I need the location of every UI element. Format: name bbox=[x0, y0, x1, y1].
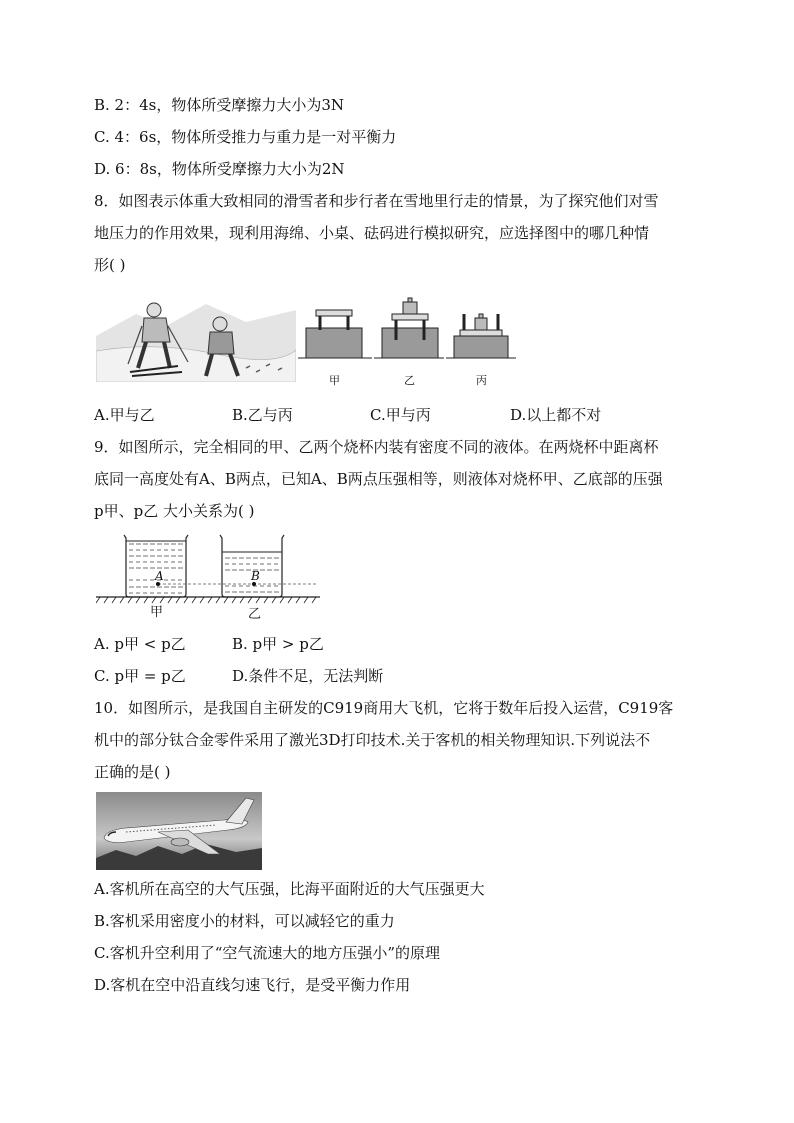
c919-airplane-photo bbox=[96, 792, 262, 870]
q9-stem-line-1: 9．如图所示，完全相同的甲、乙两个烧杯内装有密度不同的液体。在两烧杯中距离杯 bbox=[94, 438, 659, 456]
beaker-label-yi: 乙 bbox=[248, 607, 262, 622]
q9-option-c: C. p甲 = p乙 bbox=[94, 667, 186, 685]
q10-option-b: B.客机采用密度小的材料，可以减轻它的重力 bbox=[94, 912, 395, 930]
q8-option-d: D.以上都不对 bbox=[510, 406, 602, 424]
q9-option-b: B. p甲 > p乙 bbox=[232, 635, 324, 653]
q8-stem-line-1: 8．如图表示体重大致相同的滑雪者和步行者在雪地里行走的情景，为了探究他们对雪 bbox=[94, 192, 659, 210]
skier-walker-illustration bbox=[96, 296, 296, 382]
q9-stem-line-3: p甲、p乙 大小关系为( ) bbox=[94, 502, 255, 520]
fig-label-yi: 乙 bbox=[404, 374, 415, 387]
q10-stem-line-3: 正确的是( ) bbox=[94, 763, 171, 781]
q9-stem-line-2: 底同一高度处有A、B两点，已知A、B两点压强相等，则液体对烧杯甲、乙底部的压强 bbox=[94, 470, 663, 488]
q10-option-a: A.客机所在高空的大气压强，比海平面附近的大气压强更大 bbox=[94, 880, 485, 898]
q8-option-c: C.甲与丙 bbox=[370, 406, 431, 424]
two-beakers-figure bbox=[96, 530, 322, 606]
beaker-label-jia: 甲 bbox=[150, 605, 164, 620]
q8-stem-line-3: 形( ) bbox=[94, 256, 126, 274]
point-b-label: B bbox=[251, 569, 260, 583]
point-a-label: A bbox=[155, 569, 164, 583]
q10-stem-line-1: 10．如图所示，是我国自主研发的C919商用大飞机，它将于数年后投入运营，C919客 bbox=[94, 699, 674, 717]
fig-label-bing: 丙 bbox=[476, 374, 487, 387]
q10-option-c: C.客机升空利用了“空气流速大的地方压强小”的原理 bbox=[94, 944, 441, 962]
q9-option-a: A. p甲 < p乙 bbox=[94, 635, 186, 653]
q7-option-d: D. 6：8s，物体所受摩擦力大小为2N bbox=[94, 160, 345, 178]
q8-option-a: A.甲与乙 bbox=[94, 406, 155, 424]
sponge-table-experiments bbox=[298, 296, 518, 368]
q8-option-b: B.乙与丙 bbox=[232, 406, 293, 424]
q10-stem-line-2: 机中的部分钛合金零件采用了激光3D打印技术.关于客机的相关物理知识.下列说法不 bbox=[94, 731, 651, 749]
q10-option-d: D.客机在空中沿直线匀速飞行，是受平衡力作用 bbox=[94, 976, 411, 994]
q7-option-c: C. 4：6s，物体所受推力与重力是一对平衡力 bbox=[94, 128, 397, 146]
q9-option-d: D.条件不足，无法判断 bbox=[232, 667, 384, 685]
fig-label-jia: 甲 bbox=[329, 374, 340, 387]
q7-option-b: B. 2：4s，物体所受摩擦力大小为3N bbox=[94, 96, 345, 114]
q8-stem-line-2: 地压力的作用效果，现利用海绵、小桌、砝码进行模拟研究，应选择图中的哪几种情 bbox=[94, 224, 650, 242]
